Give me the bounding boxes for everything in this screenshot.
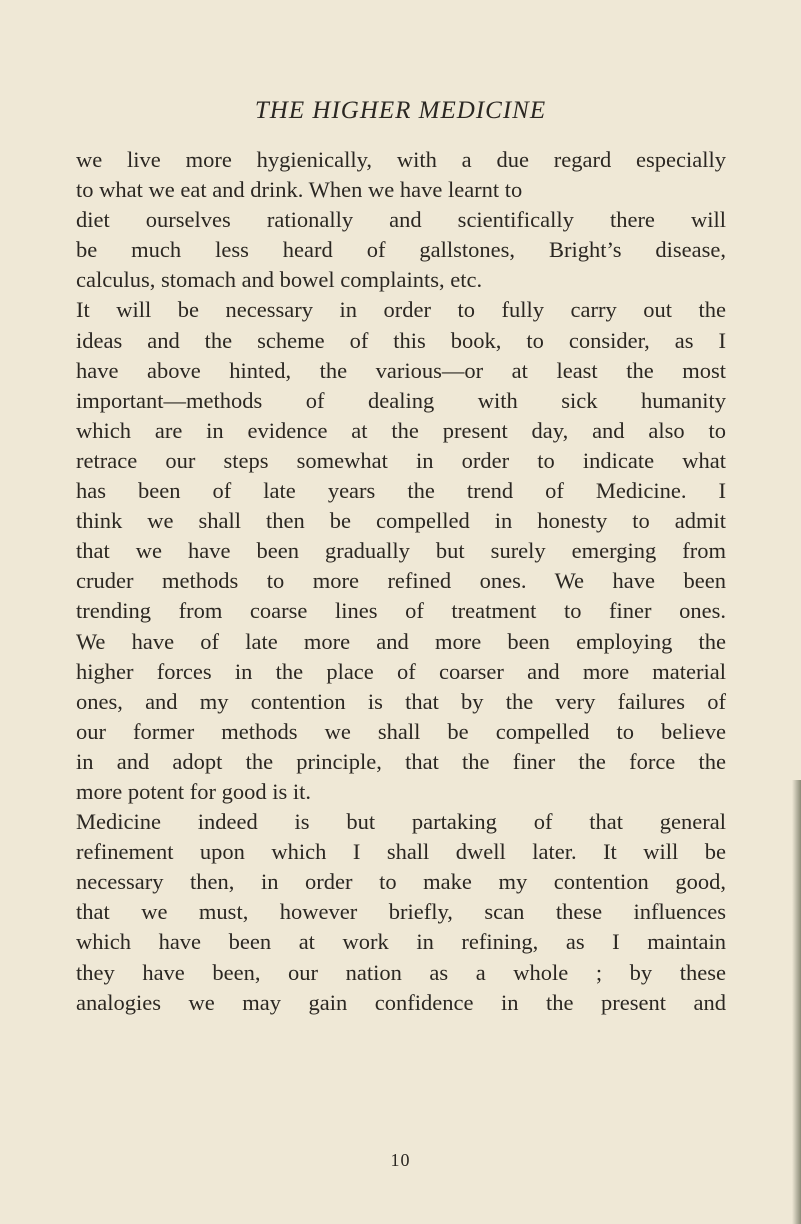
text-line: they have been, our nation as a whole ; by these (76, 959, 726, 985)
text-line: trending from coarse lines of treatment to finer ones. (76, 598, 726, 624)
text-line: retrace our steps somewhat in order to indicate what (76, 447, 726, 473)
page-edge-shadow (792, 780, 801, 1224)
text-line: refinement upon which I shall dwell later. It will be (76, 839, 726, 865)
page-number: 10 (390, 1150, 411, 1170)
text-line: important—methods of dealing with sick humanity (76, 387, 726, 413)
text-line: Medicine indeed is but partaking of that general (76, 809, 726, 835)
text-line: higher forces in the place of coarser and more material (76, 658, 726, 684)
text-line: analogies we may gain confidence in the present and (76, 989, 726, 1015)
text-line: diet ourselves rationally and scientifically there will (76, 207, 726, 233)
text-line: necessary then, in order to make my contention good, (76, 869, 726, 895)
text-line: our former methods we shall be compelled to believe (76, 718, 726, 744)
text-line: cruder methods to more refined ones. We have been (76, 568, 726, 594)
text-line: be much less heard of gallstones, Bright’s disease, (76, 237, 726, 263)
text-line: which are in evidence at the present day, and also to (76, 417, 726, 443)
text-line: calculus, stomach and bowel complaints, etc. (76, 267, 483, 293)
text-line: ideas and the scheme of this book, to consider, as I (76, 327, 726, 353)
text-line: which have been at work in refining, as I maintain (76, 929, 726, 955)
text-line: ones, and my contention is that by the very failures of (76, 688, 726, 714)
body-text (76, 145, 726, 1018)
text-line: more potent for good is it. (76, 778, 311, 804)
text-line: that we have been gradually but surely emerging from (76, 538, 726, 564)
text-line: have above hinted, the various—or at least the most (76, 357, 726, 383)
text-line: in and adopt the principle, that the finer the force the (76, 748, 726, 774)
text-line: think we shall then be compelled in honesty to admit (76, 508, 726, 534)
text-line: It will be necessary in order to fully carry out the (76, 297, 726, 323)
text-line: has been of late years the trend of Medicine. I (76, 478, 726, 504)
text-line: We have of late more and more been employing the (76, 628, 726, 654)
text-line: that we must, however briefly, scan these influences (76, 899, 726, 925)
running-head: THE HIGHER MEDICINE (254, 97, 547, 124)
text-line: we live more hygienically, with a due regard especially (76, 147, 726, 172)
text-line: to what we eat and drink. When we have learnt to (76, 177, 523, 203)
